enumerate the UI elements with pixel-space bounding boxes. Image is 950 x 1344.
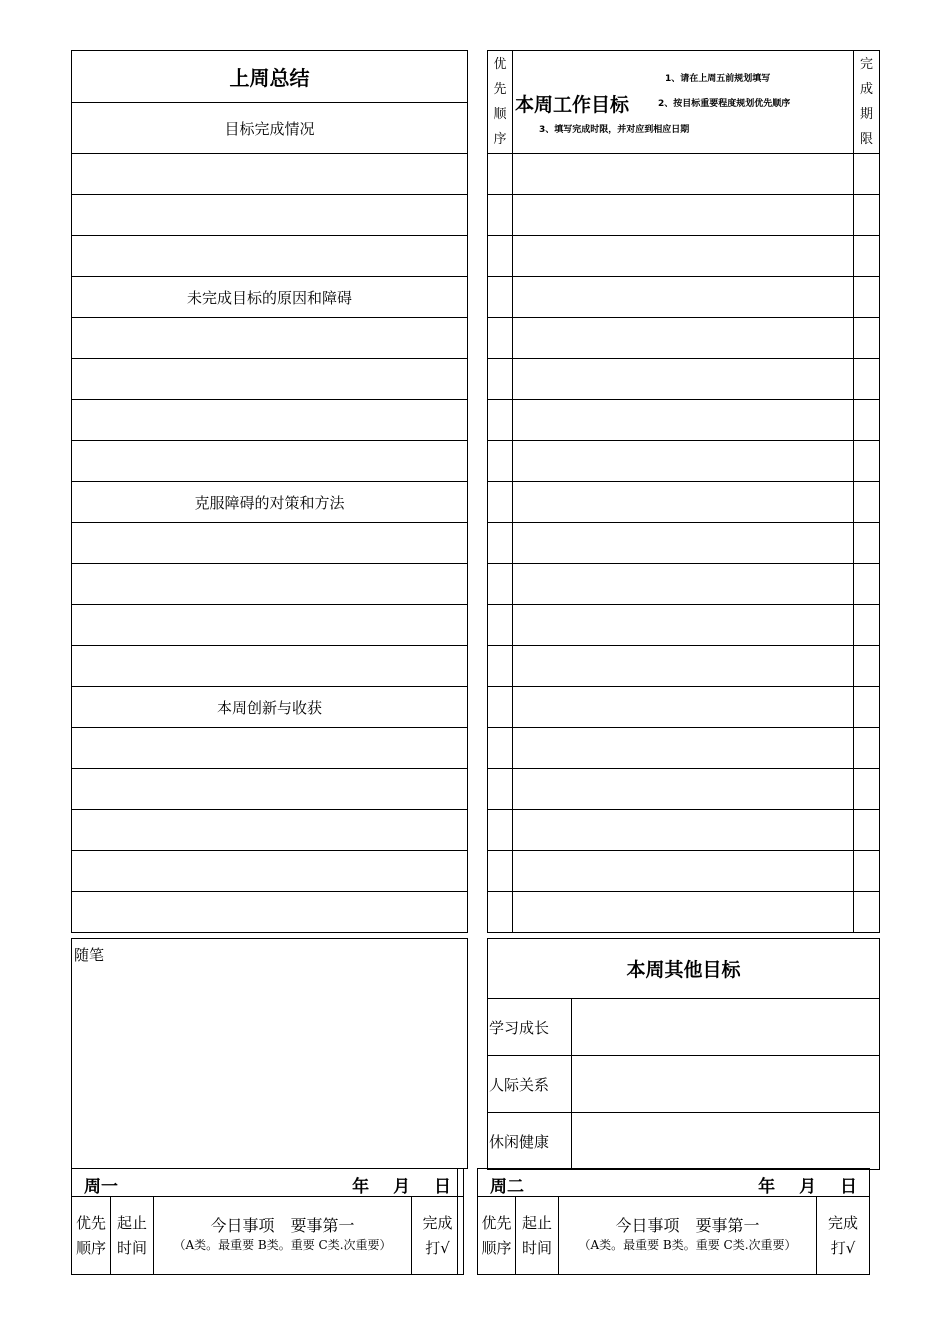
goal-row [488,523,880,564]
weekly-goals-header [513,51,854,154]
goal-text-cell[interactable] [513,810,854,851]
goal-deadline-cell[interactable] [854,646,880,687]
tuesday-priority-label: 优先顺序 [481,1213,512,1257]
goal-row [488,318,880,359]
goal-row [488,195,880,236]
goal-deadline-cell[interactable] [854,359,880,400]
monday-priority-label: 优先顺序 [75,1213,106,1257]
deadline-label: 完成期限 [859,57,873,147]
innovation-row[interactable] [72,769,468,810]
goal-deadline-cell[interactable] [854,605,880,646]
last-week-summary-title: 上周总结 [72,51,468,103]
completion-row[interactable] [72,195,468,236]
goal-row [488,810,880,851]
goal-completion-header: 目标完成情况 [72,103,468,154]
goal-priority-cell[interactable] [488,400,513,441]
goal-deadline-cell[interactable] [854,523,880,564]
goal-priority-cell[interactable] [488,195,513,236]
goal-row [488,646,880,687]
monday-done-header [412,1197,464,1275]
goal-row [488,605,880,646]
goal-deadline-cell[interactable] [854,769,880,810]
obstacles-row[interactable] [72,318,468,359]
monday-items-legend: （A类。最重要 B类。重要 C类.次重要） [173,1238,392,1252]
other-goals-table [487,938,880,1170]
goal-priority-cell[interactable] [488,892,513,933]
goal-priority-cell[interactable] [488,851,513,892]
goal-deadline-cell[interactable] [854,441,880,482]
weekly-goals-table [487,50,880,933]
goal-priority-cell[interactable] [488,605,513,646]
goal-text-cell[interactable] [513,851,854,892]
goal-priority-cell[interactable] [488,769,513,810]
goal-deadline-cell[interactable] [854,482,880,523]
monday-priority-header [72,1197,111,1275]
goal-priority-cell[interactable] [488,728,513,769]
completion-row[interactable] [72,154,468,195]
goal-text-cell[interactable] [513,605,854,646]
innovation-header: 本周创新与收获 [72,687,468,728]
deadline-column-header [854,51,880,154]
weekly-goals-title: 本周工作目标 [515,93,630,116]
last-week-summary-table [71,50,468,933]
goal-row [488,154,880,195]
innovation-row[interactable] [72,810,468,851]
goal-priority-cell[interactable] [488,236,513,277]
goal-deadline-cell[interactable] [854,236,880,277]
monday-date: 年 月 日 [352,1177,451,1197]
goal-text-cell[interactable] [513,154,854,195]
goal-priority-cell[interactable] [488,646,513,687]
obstacles-header: 未完成目标的原因和障碍 [72,277,468,318]
goal-deadline-cell[interactable] [854,810,880,851]
tuesday-items-header [559,1197,817,1275]
goal-deadline-cell[interactable] [854,195,880,236]
completion-row[interactable] [72,236,468,277]
goal-row [488,482,880,523]
monday-items-header [154,1197,412,1275]
goal-row [488,236,880,277]
tuesday-time-header [516,1197,559,1275]
relationships-label: 人际关系 [488,1056,572,1113]
obstacles-row[interactable] [72,359,468,400]
goal-text-cell[interactable] [513,769,854,810]
monday-items-title: 今日事项 要事第一 [210,1216,355,1235]
goal-row [488,769,880,810]
goal-priority-cell[interactable] [488,441,513,482]
goal-text-cell[interactable] [513,892,854,933]
goal-priority-cell[interactable] [488,154,513,195]
goal-row [488,277,880,318]
instruction-note-2: 2、按目标重要程度规划优先顺序 [658,98,791,109]
solutions-row[interactable] [72,605,468,646]
goal-text-cell[interactable] [513,318,854,359]
priority-column-header [488,51,513,154]
tuesday-priority-header [478,1197,516,1275]
goal-deadline-cell[interactable] [854,851,880,892]
monday-time-label: 起止时间 [116,1213,147,1257]
solutions-row[interactable] [72,523,468,564]
instruction-note-3: 3、填写完成时限，并对应到相应日期 [539,124,690,135]
obstacles-row[interactable] [72,441,468,482]
goal-text-cell[interactable] [513,564,854,605]
solutions-row[interactable] [72,646,468,687]
goal-text-cell[interactable] [513,441,854,482]
goal-text-cell[interactable] [513,236,854,277]
goal-deadline-cell[interactable] [854,728,880,769]
goal-priority-cell[interactable] [488,564,513,605]
goal-row [488,564,880,605]
goal-deadline-cell[interactable] [854,564,880,605]
priority-label: 优先顺序 [493,57,507,147]
leisure-health-field[interactable] [572,1113,880,1170]
tuesday-done-header [817,1197,870,1275]
monday-done-label: 完成打√ [422,1213,453,1257]
goal-deadline-cell[interactable] [854,154,880,195]
goal-priority-cell[interactable] [488,318,513,359]
goal-deadline-cell[interactable] [854,318,880,359]
tuesday-header [478,1169,870,1197]
tuesday-done-label: 完成打√ [827,1213,858,1257]
monday-table [71,1168,464,1275]
goal-priority-cell[interactable] [488,687,513,728]
goal-text-cell[interactable] [513,359,854,400]
tuesday-table [477,1168,870,1275]
relationships-field[interactable] [572,1056,880,1113]
tuesday-day-name: 周二 [490,1177,524,1197]
goal-text-cell[interactable] [513,646,854,687]
goal-text-cell[interactable] [513,687,854,728]
goal-priority-cell[interactable] [488,277,513,318]
innovation-row[interactable] [72,851,468,892]
notes-box[interactable] [71,938,468,1169]
monday-time-header [111,1197,154,1275]
goal-row [488,728,880,769]
goal-row [488,687,880,728]
innovation-row[interactable] [72,892,468,933]
tuesday-date: 年 月 日 [758,1177,857,1197]
goal-row [488,441,880,482]
goal-deadline-cell[interactable] [854,400,880,441]
goal-rows [488,154,880,933]
goal-text-cell[interactable] [513,523,854,564]
goal-text-cell[interactable] [513,400,854,441]
learning-growth-field[interactable] [572,999,880,1056]
goal-deadline-cell[interactable] [854,687,880,728]
obstacles-row[interactable] [72,400,468,441]
goal-row [488,400,880,441]
tuesday-items-legend: （A类。最重要 B类。重要 C类.次重要） [578,1238,797,1252]
goal-priority-cell[interactable] [488,523,513,564]
monday-side-line [457,1168,458,1274]
other-goals-title: 本周其他目标 [488,939,880,999]
tuesday-items-title: 今日事项 要事第一 [615,1216,760,1235]
goal-priority-cell[interactable] [488,482,513,523]
goal-text-cell[interactable] [513,195,854,236]
goal-deadline-cell[interactable] [854,277,880,318]
solutions-row[interactable] [72,564,468,605]
goal-priority-cell[interactable] [488,810,513,851]
goal-row [488,851,880,892]
goal-deadline-cell[interactable] [854,892,880,933]
goal-priority-cell[interactable] [488,359,513,400]
notes-label: 随笔 [74,946,105,964]
goal-row [488,892,880,933]
goal-text-cell[interactable] [513,482,854,523]
solutions-header: 克服障碍的对策和方法 [72,482,468,523]
goal-text-cell[interactable] [513,728,854,769]
learning-growth-label: 学习成长 [488,999,572,1056]
instruction-note-1: 1、请在上周五前规划填写 [665,73,771,84]
monday-day-name: 周一 [84,1177,118,1197]
innovation-row[interactable] [72,728,468,769]
leisure-health-label: 休闲健康 [488,1113,572,1170]
tuesday-time-label: 起止时间 [521,1213,552,1257]
monday-header [72,1169,464,1197]
goal-text-cell[interactable] [513,277,854,318]
goal-row [488,359,880,400]
